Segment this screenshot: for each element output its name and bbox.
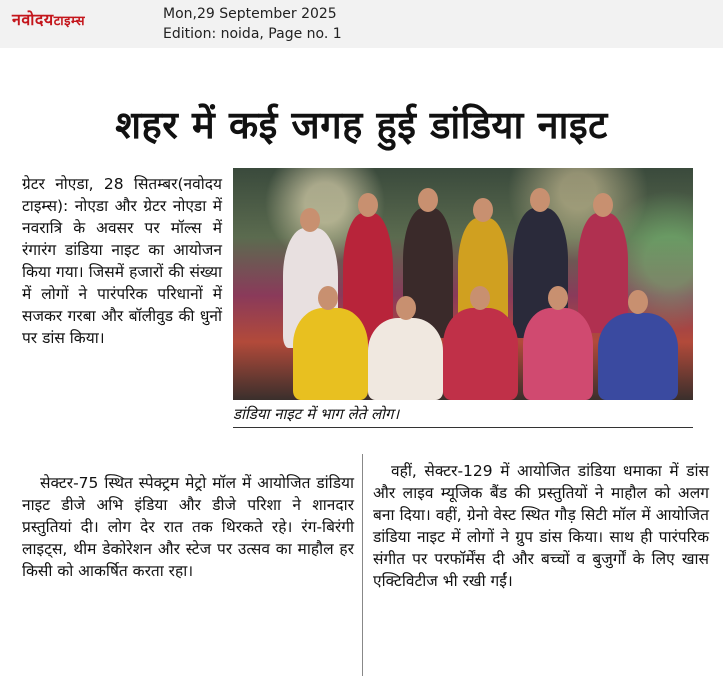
photo-figure <box>598 313 678 400</box>
article-column-left-top <box>22 173 222 349</box>
photo-face <box>358 193 378 217</box>
page-header <box>0 0 723 48</box>
photo-face <box>548 286 568 310</box>
logo-main: नवोदय <box>12 10 54 29</box>
column-divider <box>362 454 363 676</box>
photo-face <box>300 208 320 232</box>
article-paragraph-3: वहीं, सेक्टर-129 में आयोजित डांडिया धमाका में डांस और लाइव म्यूजिक बैंड की प्रस्तुतियों ने माहौल को अलग बना दिया। वहीं, ग्रेनो वेस्ट स्थित गौड़ सिटी मॉल में आयोजित डांडिया नाइट में लोगों ने ग्रुप डांस किया। साथ ही पारंपरिक संगीत पर परफॉर्मेंस दी और बच्चों व बुजुर्गों के लिए खास एक्टिविटीज भी रखी गईं। <box>373 462 709 590</box>
photo-face <box>530 188 550 212</box>
article-column-left-bottom <box>22 472 354 582</box>
edition-info <box>163 4 342 44</box>
photo-face <box>418 188 438 212</box>
article-headline: शहर में कई जगह हुई डांडिया नाइट <box>115 103 608 147</box>
photo-face <box>396 296 416 320</box>
photo-face <box>628 290 648 314</box>
photo-face <box>318 286 338 310</box>
edition-line: Edition: noida, Page no. 1 <box>163 26 342 42</box>
photo-figure <box>368 318 443 400</box>
photo-figure <box>443 308 518 400</box>
photo-face <box>593 193 613 217</box>
photo-figure <box>293 308 368 400</box>
photo-face <box>470 286 490 310</box>
article-paragraph-2: सेक्टर-75 स्थित स्पेक्ट्रम मेट्रो मॉल में आयोजित डांडिया नाइट डीजे अभि इंडिया और डीजे परिशा ने शानदार प्रस्तुतियां दी। लोग देर रात तक थिरकते रहे। रंग-बिरंगी लाइट्स, थीम डेकोरेशन और स्टेज पर उत्सव का माहौल हर किसी को आकर्षित करता रहा। <box>22 474 354 580</box>
article-column-right <box>373 460 709 592</box>
issue-date: Mon,29 September 2025 <box>163 6 337 22</box>
photo-caption: डांडिया नाइट में भाग लेते लोग। <box>233 404 693 428</box>
article-paragraph-1: ग्रेटर नोएडा, 28 सितम्बर(नवोदय टाइम्स): नोएडा और ग्रेटर नोएडा में नवरात्रि के अवसर पर मॉल्स में रंगारंग डांडिया नाइट का आयोजन किया गया। जिसमें हजारों की संख्या में लोगों ने पारंपरिक परिधानों में सजकर गरबा और बॉलीवुड की धुनों पर डांस किया। <box>22 175 222 347</box>
photo-face <box>473 198 493 222</box>
photo-figure <box>523 308 593 400</box>
newspaper-logo[interactable] <box>12 8 85 30</box>
logo-sub: टाइम्स <box>53 14 86 29</box>
article-photo <box>233 168 693 400</box>
